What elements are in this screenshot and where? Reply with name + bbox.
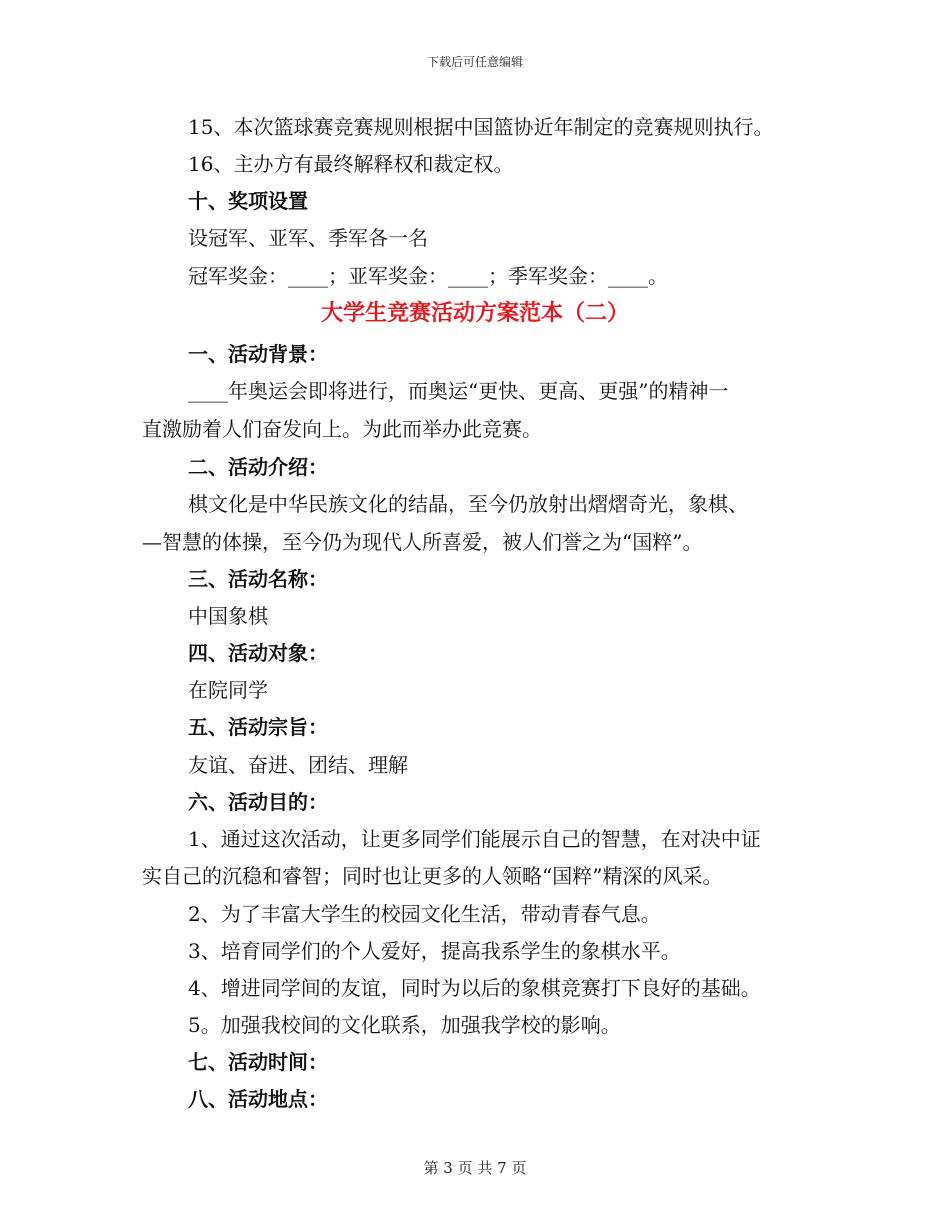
prize-money-text: 冠军奖金：____；亚军奖金：____；季军奖金：____。 [188, 264, 668, 288]
list-item: 2、为了丰富大学生的校园文化生活，带动青春气息。 [188, 902, 661, 926]
section-heading-time: 七、活动时间： [188, 1050, 328, 1074]
section-heading-name: 三、活动名称： [188, 567, 328, 591]
paragraph-line: 在院同学 [188, 678, 268, 702]
rule-15: 15、本次篮球赛竞赛规则根据中国篮协近年制定的竞赛规则执行。 [188, 115, 774, 139]
page-header: 下载后可任意编辑 [426, 55, 523, 69]
section-heading-background: 一、活动背景： [188, 342, 328, 366]
section-heading-goals: 六、活动目的： [188, 790, 328, 814]
paragraph-line: 中国象棋 [188, 604, 268, 628]
page-footer: 第 3 页 共 7 页 [423, 1159, 527, 1177]
section-heading-purpose: 五、活动宗旨： [188, 715, 328, 739]
document-title: 大学生竞赛活动方案范本（二） [320, 300, 629, 326]
paragraph-line: ____年奥运会即将进行，而奥运“更快、更高、更强”的精神一 [188, 379, 729, 403]
awards-text: 设冠军、亚军、季军各一名 [188, 226, 428, 250]
list-item-continuation: 实自己的沉稳和睿智；同时也让更多的人领略“国粹”精深的风采。 [142, 864, 723, 888]
list-item: 1、通过这次活动，让更多同学们能展示自己的智慧，在对决中证 [188, 827, 761, 851]
paragraph-line: 棋文化是中华民族文化的结晶，至今仍放射出熠熠奇光，象棋、 [188, 492, 748, 516]
rule-16: 16、主办方有最终解释权和裁定权。 [188, 152, 514, 176]
section-heading-target: 四、活动对象： [188, 641, 328, 665]
paragraph-line: 友谊、奋进、团结、理解 [188, 753, 408, 777]
paragraph-line: —智慧的体操，至今仍为现代人所喜爱，被人们誉之为“国粹”。 [142, 530, 703, 554]
paragraph-line: 直激励着人们奋发向上。为此而举办此竞赛。 [142, 417, 542, 441]
list-item: 5。加强我校间的文化联系，加强我学校的影响。 [188, 1013, 621, 1037]
list-item: 3、培育同学们的个人爱好，提高我系学生的象棋水平。 [188, 939, 681, 963]
section-heading-intro: 二、活动介绍： [188, 455, 328, 479]
section-heading-location: 八、活动地点： [188, 1087, 328, 1111]
list-item: 4、增进同学间的友谊，同时为以后的象棋竞赛打下良好的基础。 [188, 976, 761, 1000]
awards-heading: 十、奖项设置 [188, 189, 308, 213]
